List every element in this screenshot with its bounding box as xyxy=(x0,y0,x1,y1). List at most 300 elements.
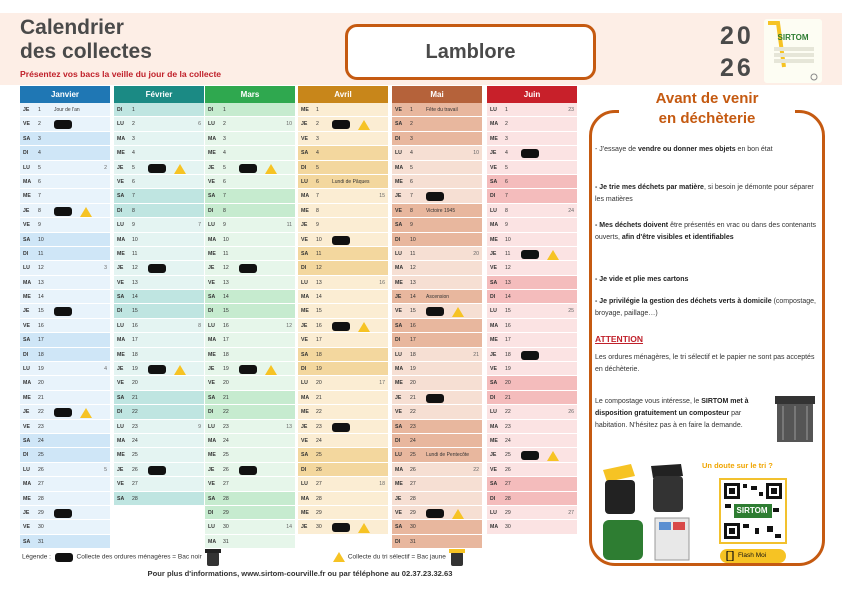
day-name: MA xyxy=(490,524,499,531)
black-bin-collection xyxy=(426,394,444,403)
day-row xyxy=(487,189,577,203)
day-name: MA xyxy=(208,437,217,444)
month-header: Janvier xyxy=(20,86,110,103)
day-name: LU xyxy=(395,250,402,257)
day-number: 18 xyxy=(410,351,416,358)
day-name: MA xyxy=(301,394,310,401)
logo-tagline xyxy=(774,45,814,65)
day-row xyxy=(298,103,388,117)
day-name: ME xyxy=(395,481,403,488)
day-number: 17 xyxy=(410,337,416,344)
day-row xyxy=(20,233,110,247)
day-name: JE xyxy=(117,466,124,473)
week-number: 18 xyxy=(379,481,385,488)
day-number: 3 xyxy=(316,135,319,142)
day-name: VE xyxy=(395,409,402,416)
week-number: 9 xyxy=(198,423,201,430)
day-row xyxy=(20,204,110,218)
day-name: DI xyxy=(208,409,214,416)
week-number: 6 xyxy=(198,121,201,128)
day-number: 27 xyxy=(223,481,229,488)
day-name: SA xyxy=(490,481,498,488)
day-number: 16 xyxy=(505,322,511,329)
yellow-bin-icon xyxy=(448,547,466,567)
day-row xyxy=(298,448,388,462)
day-number: 2 xyxy=(38,121,41,128)
day-row xyxy=(392,434,482,448)
day-number: 8 xyxy=(316,207,319,214)
day-number: 15 xyxy=(505,308,511,315)
day-row xyxy=(392,233,482,247)
legend-yellow-text: Collecte du tri sélectif = Bac jaune xyxy=(347,553,446,561)
day-number: 9 xyxy=(410,222,413,229)
holiday-label: Victoire 1945 xyxy=(426,207,456,214)
day-name: MA xyxy=(301,495,310,502)
day-name: DI xyxy=(301,265,307,272)
black-bin-collection xyxy=(521,149,539,158)
day-row xyxy=(205,434,295,448)
day-name: SA xyxy=(490,279,498,286)
day-number: 4 xyxy=(505,150,508,157)
day-name: MA xyxy=(490,322,499,329)
day-row xyxy=(205,204,295,218)
day-number: 18 xyxy=(505,351,511,358)
day-number: 5 xyxy=(410,164,413,171)
day-name: DI xyxy=(208,509,214,516)
black-bin-collection xyxy=(426,509,444,518)
day-number: 29 xyxy=(316,509,322,516)
day-name: VE xyxy=(208,481,215,488)
day-number: 15 xyxy=(132,308,138,315)
day-name: LU xyxy=(490,509,497,516)
day-row xyxy=(20,117,110,131)
day-row xyxy=(487,506,577,520)
day-number: 16 xyxy=(132,322,138,329)
day-row xyxy=(20,391,110,405)
day-row xyxy=(114,333,204,347)
day-number: 24 xyxy=(505,437,511,444)
black-bin-collection xyxy=(521,351,539,360)
day-number: 13 xyxy=(132,279,138,286)
day-name: JE xyxy=(208,164,215,171)
day-number: 1 xyxy=(316,107,319,113)
flash-me-label: Flash Moi xyxy=(738,552,767,559)
black-bin-collection xyxy=(521,451,539,460)
day-row xyxy=(205,492,295,506)
day-number: 6 xyxy=(38,178,41,185)
day-name: ME xyxy=(117,452,125,459)
day-number: 23 xyxy=(38,423,44,430)
day-name: LU xyxy=(117,121,124,128)
day-number: 1 xyxy=(38,107,41,113)
day-number: 1 xyxy=(505,107,508,113)
day-name: JE xyxy=(117,366,124,373)
day-number: 21 xyxy=(132,394,138,401)
day-name: VE xyxy=(117,178,124,185)
day-number: 20 xyxy=(316,380,322,387)
day-row xyxy=(487,348,577,362)
day-number: 28 xyxy=(132,495,138,502)
day-number: 22 xyxy=(316,409,322,416)
day-number: 30 xyxy=(223,524,229,531)
holiday-label: Ascension xyxy=(426,294,450,301)
black-bin-collection xyxy=(239,264,257,273)
day-name: VE xyxy=(23,121,30,128)
day-row xyxy=(392,276,482,290)
day-row xyxy=(114,175,204,189)
day-number: 27 xyxy=(316,481,322,488)
day-row xyxy=(114,376,204,390)
day-row xyxy=(392,117,482,131)
day-row xyxy=(20,161,110,175)
day-row xyxy=(392,405,482,419)
day-row xyxy=(487,362,577,376)
day-name: JE xyxy=(395,193,402,200)
month-header: Mai xyxy=(392,86,482,103)
day-number: 14 xyxy=(38,294,44,301)
day-name: ME xyxy=(301,308,309,315)
day-row xyxy=(298,233,388,247)
black-bin-collection xyxy=(148,264,166,273)
holiday-label: Lundi de Pentecôte xyxy=(426,452,470,459)
day-number: 16 xyxy=(38,322,44,329)
day-number: 4 xyxy=(410,150,413,157)
day-name: SA xyxy=(117,193,125,200)
day-row xyxy=(298,405,388,419)
black-bin-swatch xyxy=(55,553,73,562)
day-number: 14 xyxy=(223,294,229,301)
day-name: SA xyxy=(117,394,125,401)
day-row xyxy=(298,204,388,218)
black-bin-collection xyxy=(332,322,350,331)
day-number: 22 xyxy=(132,409,138,416)
day-number: 29 xyxy=(38,509,44,516)
week-number: 3 xyxy=(104,265,107,272)
day-name: DI xyxy=(23,351,29,358)
day-row xyxy=(205,333,295,347)
day-number: 24 xyxy=(223,437,229,444)
tip-3: - Mes déchets doivent être présentés en vrac ou dans des contenants ouverts, afin d'être visibles et identifiables xyxy=(595,222,817,241)
day-number: 31 xyxy=(38,538,44,545)
day-number: 4 xyxy=(316,150,319,157)
day-number: 7 xyxy=(505,193,508,200)
day-number: 2 xyxy=(316,121,319,128)
black-bin-collection xyxy=(239,164,257,173)
day-row xyxy=(114,204,204,218)
tip-2: - Je trie mes déchets par matière, si besoin je démonte pour séparer les matières xyxy=(595,184,814,203)
day-row xyxy=(392,204,482,218)
day-row xyxy=(298,391,388,405)
day-name: JE xyxy=(23,107,30,113)
day-row xyxy=(392,304,482,318)
day-name: LU xyxy=(490,308,497,315)
day-row xyxy=(205,189,295,203)
flash-me-button[interactable] xyxy=(720,549,786,563)
day-name: SA xyxy=(23,437,31,444)
day-row xyxy=(20,376,110,390)
day-number: 15 xyxy=(38,308,44,315)
day-row xyxy=(205,391,295,405)
day-number: 20 xyxy=(132,380,138,387)
day-row xyxy=(487,405,577,419)
day-row xyxy=(298,261,388,275)
day-name: DI xyxy=(395,236,401,243)
day-name: JE xyxy=(117,265,124,272)
day-row xyxy=(20,333,110,347)
holiday-label: Lundi de Pâques xyxy=(332,178,370,185)
day-name: JE xyxy=(117,164,124,171)
black-bin-collection xyxy=(521,250,539,259)
day-row xyxy=(487,233,577,247)
day-row xyxy=(114,290,204,304)
day-name: DI xyxy=(301,366,307,373)
week-number: 15 xyxy=(379,193,385,200)
day-number: 9 xyxy=(223,222,226,229)
day-number: 29 xyxy=(410,509,416,516)
day-row xyxy=(487,218,577,232)
day-row xyxy=(20,492,110,506)
day-name: VE xyxy=(301,236,308,243)
day-name: LU xyxy=(23,164,30,171)
day-name: MA xyxy=(23,481,32,488)
black-bin-collection xyxy=(332,523,350,532)
legend-black xyxy=(22,547,222,567)
day-number: 18 xyxy=(132,351,138,358)
day-name: VE xyxy=(490,366,497,373)
day-row xyxy=(392,520,482,534)
day-row xyxy=(392,290,482,304)
day-row xyxy=(20,146,110,160)
day-name: VE xyxy=(117,279,124,286)
month-column xyxy=(205,86,295,549)
day-number: 22 xyxy=(223,409,229,416)
day-name: VE xyxy=(490,466,497,473)
day-name: MA xyxy=(208,236,217,243)
day-row xyxy=(205,161,295,175)
day-row xyxy=(392,161,482,175)
day-name: JE xyxy=(23,207,30,214)
day-name: LU xyxy=(208,222,215,229)
day-number: 11 xyxy=(132,250,138,257)
month-column xyxy=(114,86,204,506)
day-row xyxy=(20,420,110,434)
day-name: SA xyxy=(117,495,125,502)
day-row xyxy=(392,261,482,275)
yellow-bin-collection xyxy=(80,207,92,217)
day-row xyxy=(114,117,204,131)
day-number: 21 xyxy=(38,394,44,401)
day-number: 22 xyxy=(505,409,511,416)
day-number: 11 xyxy=(410,250,416,257)
day-name: SA xyxy=(395,423,403,430)
day-name: LU xyxy=(395,150,402,157)
week-number: 20 xyxy=(473,250,479,257)
day-name: LU xyxy=(395,452,402,459)
day-number: 10 xyxy=(132,236,138,243)
day-number: 5 xyxy=(316,164,319,171)
day-name: DI xyxy=(117,409,123,416)
day-row xyxy=(298,520,388,534)
black-bin-collection xyxy=(54,207,72,216)
day-name: SA xyxy=(23,135,31,142)
qr-code[interactable] xyxy=(719,478,787,544)
legend-black-text: Collecte des ordures ménagères = Bac noir xyxy=(76,553,202,561)
day-name: ME xyxy=(208,452,216,459)
day-name: JE xyxy=(395,294,402,301)
black-bin-collection xyxy=(148,164,166,173)
day-name: ME xyxy=(301,207,309,214)
day-row xyxy=(205,304,295,318)
day-number: 24 xyxy=(38,437,44,444)
day-number: 2 xyxy=(223,121,226,128)
day-row xyxy=(114,319,204,333)
day-number: 30 xyxy=(38,524,44,531)
day-row xyxy=(114,146,204,160)
day-number: 26 xyxy=(132,466,138,473)
day-number: 28 xyxy=(38,495,44,502)
day-row xyxy=(114,448,204,462)
qr-brand: SIRTOM xyxy=(736,506,768,515)
day-row xyxy=(487,247,577,261)
day-name: SA xyxy=(208,294,216,301)
day-number: 25 xyxy=(410,452,416,459)
day-name: LU xyxy=(208,524,215,531)
day-row xyxy=(392,506,482,520)
phone-icon xyxy=(725,551,735,561)
day-row xyxy=(298,161,388,175)
day-number: 6 xyxy=(223,178,226,185)
day-number: 2 xyxy=(505,121,508,128)
day-name: LU xyxy=(117,222,124,229)
yellow-bin-collection xyxy=(547,250,559,260)
day-name: MA xyxy=(490,423,499,430)
day-row xyxy=(20,290,110,304)
day-row xyxy=(20,175,110,189)
day-row xyxy=(205,448,295,462)
day-name: LU xyxy=(117,322,124,329)
day-row xyxy=(487,304,577,318)
week-number: 2 xyxy=(104,164,107,171)
day-number: 19 xyxy=(505,366,511,373)
day-name: ME xyxy=(23,193,31,200)
day-row xyxy=(20,434,110,448)
day-row xyxy=(487,175,577,189)
day-number: 10 xyxy=(38,236,44,243)
day-number: 14 xyxy=(316,294,322,301)
day-name: ME xyxy=(490,437,498,444)
panel-title-line-1: Avant de venir xyxy=(655,90,759,107)
day-row xyxy=(20,218,110,232)
black-bin-collection xyxy=(239,466,257,475)
footer-info: Pour plus d'informations, www.sirtom-courville.fr ou par téléphone au 02.37.23.32.63 xyxy=(147,569,453,578)
day-number: 9 xyxy=(132,222,135,229)
day-row xyxy=(114,132,204,146)
day-number: 25 xyxy=(316,452,322,459)
day-row xyxy=(392,348,482,362)
yellow-bin-collection xyxy=(358,120,370,130)
day-name: ME xyxy=(395,178,403,185)
day-number: 12 xyxy=(316,265,322,272)
day-row xyxy=(205,276,295,290)
week-number: 7 xyxy=(198,222,201,229)
week-number: 26 xyxy=(568,409,574,416)
day-number: 23 xyxy=(132,423,138,430)
day-number: 11 xyxy=(316,250,322,257)
day-name: MA xyxy=(490,121,499,128)
day-number: 6 xyxy=(132,178,135,185)
day-number: 10 xyxy=(223,236,229,243)
day-name: DI xyxy=(117,308,123,315)
day-name: LU xyxy=(490,207,497,214)
day-row xyxy=(20,477,110,491)
yellow-bin-collection xyxy=(174,164,186,174)
yellow-bin-collection xyxy=(174,365,186,375)
day-row xyxy=(392,103,482,117)
day-name: DI xyxy=(117,107,123,113)
day-number: 25 xyxy=(505,452,511,459)
day-name: SA xyxy=(301,351,309,358)
day-number: 31 xyxy=(223,538,229,545)
day-number: 21 xyxy=(316,394,322,401)
week-number: 24 xyxy=(568,207,574,214)
day-name: JE xyxy=(208,265,215,272)
day-row xyxy=(392,477,482,491)
day-number: 1 xyxy=(223,107,226,113)
day-name: VE xyxy=(395,107,402,113)
day-name: ME xyxy=(23,394,31,401)
tip-5: - Je privilégie la gestion des déchets verts à domicile (compostage, broyage, paillage…) xyxy=(595,298,816,317)
day-row xyxy=(392,448,482,462)
month-column xyxy=(392,86,482,549)
day-row xyxy=(114,391,204,405)
day-number: 13 xyxy=(38,279,44,286)
day-row xyxy=(392,376,482,390)
day-number: 11 xyxy=(38,250,44,257)
day-row xyxy=(298,146,388,160)
day-name: LU xyxy=(23,366,30,373)
day-number: 7 xyxy=(410,193,413,200)
day-row xyxy=(205,233,295,247)
day-name: DI xyxy=(117,207,123,214)
day-name: DI xyxy=(208,107,214,113)
day-name: DI xyxy=(490,294,496,301)
black-bin-collection xyxy=(426,307,444,316)
day-number: 4 xyxy=(223,150,226,157)
compost-text: Le compostage vous intéresse, le SIRTOM met à disposition gratuitement un composteur par habitation. N'hésitez pas à en faire la demande. xyxy=(595,398,749,429)
day-name: JE xyxy=(301,423,308,430)
day-name: DI xyxy=(208,207,214,214)
day-name: ME xyxy=(208,250,216,257)
day-row xyxy=(298,290,388,304)
day-number: 14 xyxy=(410,294,416,301)
day-number: 19 xyxy=(410,366,416,373)
day-number: 25 xyxy=(223,452,229,459)
day-name: ME xyxy=(490,236,498,243)
day-name: VE xyxy=(23,423,30,430)
day-name: ME xyxy=(117,250,125,257)
tip-4: - Je vide et plie mes cartons xyxy=(595,276,689,283)
day-number: 16 xyxy=(410,322,416,329)
day-name: SA xyxy=(301,452,309,459)
day-name: DI xyxy=(23,452,29,459)
week-number: 17 xyxy=(379,380,385,387)
day-name: SA xyxy=(301,150,309,157)
day-name: LU xyxy=(301,178,308,185)
day-row xyxy=(114,492,204,506)
day-row xyxy=(392,391,482,405)
day-row xyxy=(205,132,295,146)
week-number: 10 xyxy=(286,121,292,128)
